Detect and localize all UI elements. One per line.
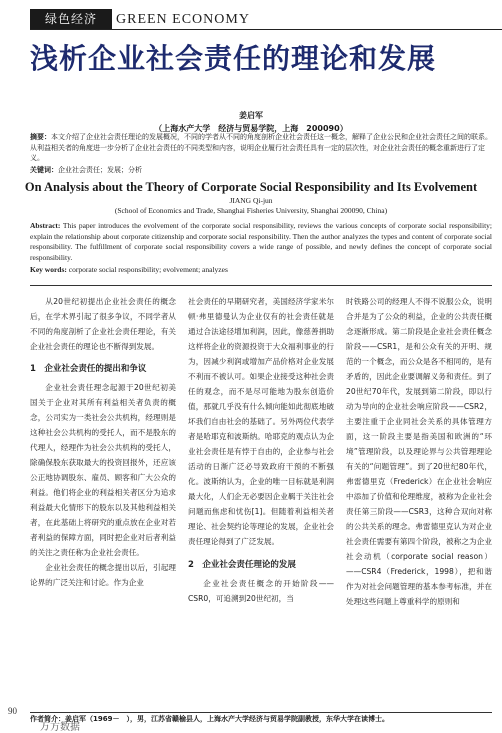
abstract-label: 摘要： — [30, 133, 51, 141]
body-paragraph: 企业社会责任概念的开始阶段——CSR0，可追溯到20世纪初，当 — [188, 579, 334, 603]
section-heading-1: 1 企业社会责任的提出和争议 — [30, 364, 147, 374]
keywords-label: 关键词： — [30, 166, 58, 174]
keywords-text: 企业社会责任；发展；分析 — [58, 166, 142, 174]
author-affiliation: （上海水产大学 经济与贸易学院，上海 200090） — [154, 124, 348, 133]
database-watermark: 万方数据 — [40, 722, 80, 733]
keywords-en-text: corporate social responsibility; evolvement; analyzes — [68, 265, 228, 274]
abstract-text: 本文介绍了企业社会责任理论的发展概况，不同的学者从不同的角度剖析企业社会责任这一概念，解释了企业公民和企业社会责任之间的联系。从利益相关者的角度进一步分析了企业社会责任的不同类型和内容，说明企业履行社会责任具有一定的层次性，对企业社会责任的概念重新进行了定义。 — [30, 133, 492, 162]
body-paragraph: 企业社会责任的概念提出以后，引起理论界的广泛关注和讨论。作为企业 — [30, 563, 176, 587]
body-column-3 — [346, 294, 492, 609]
section-divider — [30, 285, 492, 286]
section-heading-2: 2 企业社会责任理论的发展 — [188, 560, 296, 570]
author-affiliation-en: (School of Economics and Trade, Shanghai Fisheries University, Shanghai 200090, China) — [114, 206, 388, 215]
abstract-en-label: Abstract: — [30, 221, 61, 230]
author-name: 姜启军 — [239, 111, 263, 120]
body-paragraph: 从20世纪初提出企业社会责任的概念后，在学术界引起了很多争议，不同学者从不同的角度剖析了企业社会责任理论，有关企业社会责任的理论也不断得到发展。 — [30, 297, 176, 351]
keywords-en — [30, 265, 492, 276]
column-badge: 绿色经济 — [30, 9, 112, 29]
footnote-divider — [30, 712, 492, 713]
keywords-en-label: Key words: — [30, 265, 67, 274]
abstract-cn — [30, 132, 492, 164]
author-name-en: JIANG Qi-jun — [229, 196, 273, 205]
page-number: 90 — [8, 706, 17, 716]
article-title-en: On Analysis about the Theory of Corporate Social Responsibility and Its Evolvement — [24, 180, 478, 194]
abstract-en-text: This paper introduces the evolvement of the corporate social responsibility, reviews the various concepts of corporate social responsibility; explain the relationship about corporate citizenship and corporate social responsibility. Then the author analyzes the types and content of corporate social responsibility. The fulfillment of corporate social responsibility covers a wide range of possible, and newly defines the concept of corporate social responsibility. — [30, 221, 492, 262]
article-title: 浅析企业社会责任的理论和发展 — [30, 42, 437, 75]
keywords-cn — [30, 165, 492, 176]
body-paragraph: 社会责任的早期研究者，美国经济学家米尔顿·弗里德曼认为企业仅有的社会责任就是通过合法途径增加利润，因此，像慈善捐助这样将企业的资源投资于大众福利事业的行为，因减少利润或增加产品价格对企业发展不利而不被认可。如果企业接受这种社会责任的观念，而不是尽可能地为股东创造价值，那就几乎没有什么倾向能如此彻底地破坏我们自由社会的基础了。另外两位代表学者是哈耶克和波斯纳。哈耶克的观点认为企业社会责任是有悖于自由的，企业参与社会活动的日渐广泛必导致政府干预的不断强化。波斯纳认为，企业的唯一目标就是利润最大化，人们企无必要因企业羁于关注社会问题而焦虑和忧伤[1]。但随着利益相关者理论、社会契约论等理论的发展，企业社会责任理论得到了广泛发展。 — [188, 297, 334, 546]
column-name-en: GREEN ECONOMY — [116, 12, 250, 27]
body-paragraph: 企业社会责任理念起源于20世纪初美国关于企业对其所有利益相关者负责的概念，公司实为一类社会公共机构，经理则是这种社会公共机构的受托人，而不是股东的代理人，经理作为社会公共机构的受托人，除确保股东获取最大的投资回报外，还应该公正地协调股东、雇员、顾客和广大公众的利益。他们将企业的利益相关者区分为追求利益最大化情形下的股东以及其他利益相关者，在此基础上将研究的重点放在企业对若者利益的保障方面，同时把企业对后者利益的关注之责任称为企业社会责任。 — [30, 383, 176, 557]
author-footnote: 作者简介：姜启军（1969－ ），男，江苏省赣榆县人，上海水产大学经济与贸易学院副教授，东华大学在读博士。 — [30, 715, 389, 723]
body-paragraph: 时铁路公司的经理人不得不说服公众，说明合并是为了公众的利益，企业的公共责任概念逐渐形成。第二阶段是企业社会责任概念阶段——CSR1，是和公众有关的开明、规范的一个概念，而公众是各不相同的，是有矛盾的，因此企业要调解义务和责任。到了20世纪70年代，发展到第二阶段，即以行动为导向的企业社会响应阶段——CSR2，主要注重于企业同社会关系的具体管理方面，这一阶段主要是指美国和欧洲的“环境”管理阶段，以及理论界与公共管理理论有关的“问题管理”。到了20世纪80年代，弗雷德里克（Frederick）在企业社会响应中添加了价值和伦理维度，被称为企业社会责任第三阶段——CSR3，这种合双向对称的公共关系的理念。弗雷德里克认为对企业社会责任需要有第四个阶段，被称之为企业社会动机（corporate social reason）——CSR4（Frederick，1998），把和谐作为对社会问题管理的基本参考标准，并在处理这些问题上尊重科学的原则和 — [346, 297, 492, 606]
body-column-1 — [30, 294, 176, 590]
abstract-en — [30, 221, 492, 263]
body-column-2 — [188, 294, 334, 606]
